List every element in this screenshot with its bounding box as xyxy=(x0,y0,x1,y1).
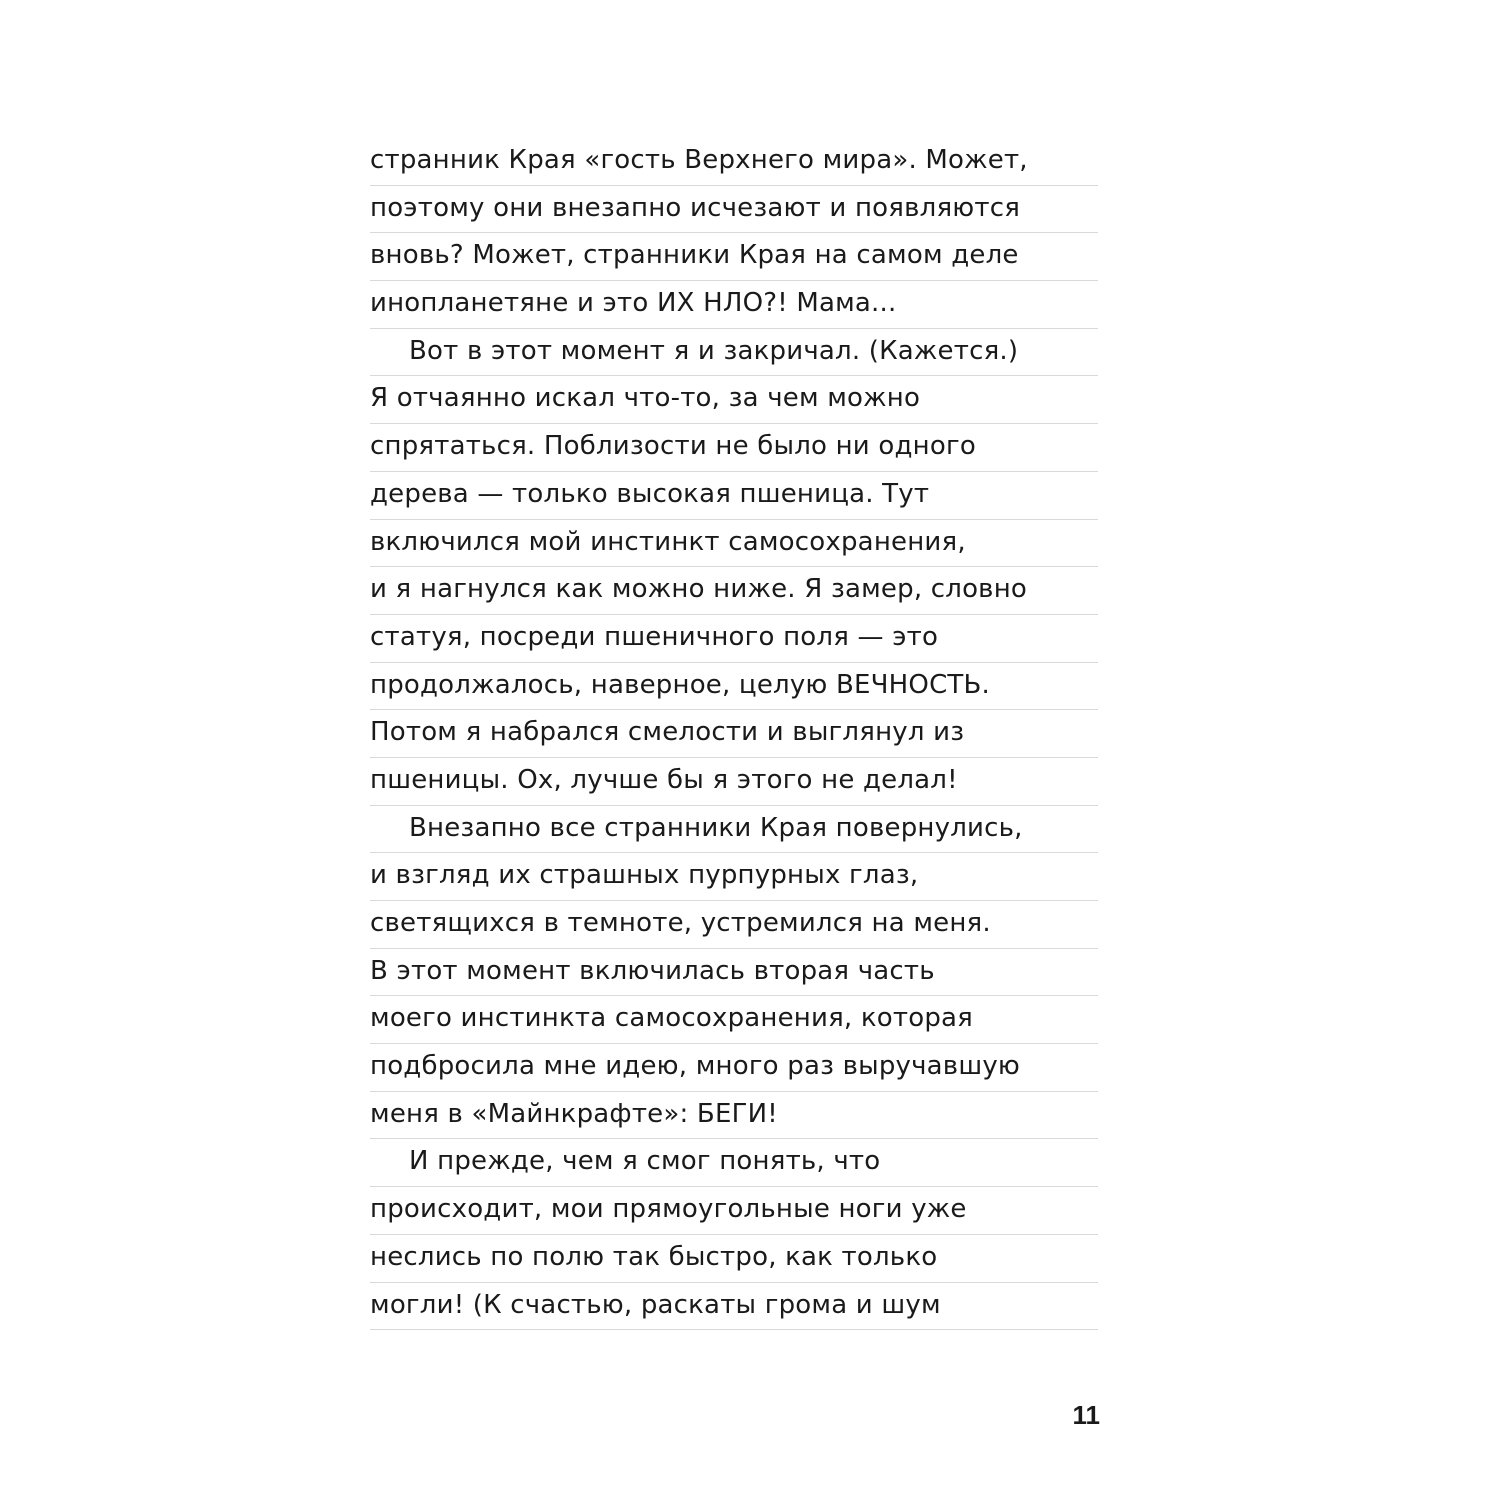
text-line: инопланетяне и это ИХ НЛО?! Мама... xyxy=(370,281,1098,329)
text-line: и взгляд их страшных пурпурных глаз, xyxy=(370,853,1098,901)
text-line: неслись по полю так быстро, как только xyxy=(370,1235,1098,1283)
text-line: светящихся в темноте, устремился на меня. xyxy=(370,901,1098,949)
text-line: могли! (К счастью, раскаты грома и шум xyxy=(370,1283,1098,1331)
text-line: Вот в этот момент я и закричал. (Кажется.) xyxy=(370,329,1098,377)
text-line: статуя, посреди пшеничного поля — это xyxy=(370,615,1098,663)
text-line: странник Края «гость Верхнего мира». Может, xyxy=(370,138,1098,186)
text-line: и я нагнулся как можно ниже. Я замер, словно xyxy=(370,567,1098,615)
text-line: меня в «Майнкрафте»: БЕГИ! xyxy=(370,1092,1098,1140)
text-line: продолжалось, наверное, целую ВЕЧНОСТЬ. xyxy=(370,663,1098,711)
page-number: 11 xyxy=(1072,1400,1100,1430)
body-text xyxy=(370,138,1098,1330)
text-line: спрятаться. Поблизости не было ни одного xyxy=(370,424,1098,472)
text-line: В этот момент включилась вторая часть xyxy=(370,949,1098,997)
text-line: поэтому они внезапно исчезают и появляются xyxy=(370,186,1098,234)
text-line: вновь? Может, странники Края на самом деле xyxy=(370,233,1098,281)
text-line: происходит, мои прямоугольные ноги уже xyxy=(370,1187,1098,1235)
text-line: пшеницы. Ох, лучше бы я этого не делал! xyxy=(370,758,1098,806)
text-line: Потом я набрался смелости и выглянул из xyxy=(370,710,1098,758)
text-line: включился мой инстинкт самосохранения, xyxy=(370,520,1098,568)
text-line: Я отчаянно искал что-то, за чем можно xyxy=(370,376,1098,424)
text-line: подбросила мне идею, много раз выручавшую xyxy=(370,1044,1098,1092)
text-line: дерева — только высокая пшеница. Тут xyxy=(370,472,1098,520)
text-line: И прежде, чем я смог понять, что xyxy=(370,1139,1098,1187)
text-line: Внезапно все странники Края повернулись, xyxy=(370,806,1098,854)
text-line: моего инстинкта самосохранения, которая xyxy=(370,996,1098,1044)
